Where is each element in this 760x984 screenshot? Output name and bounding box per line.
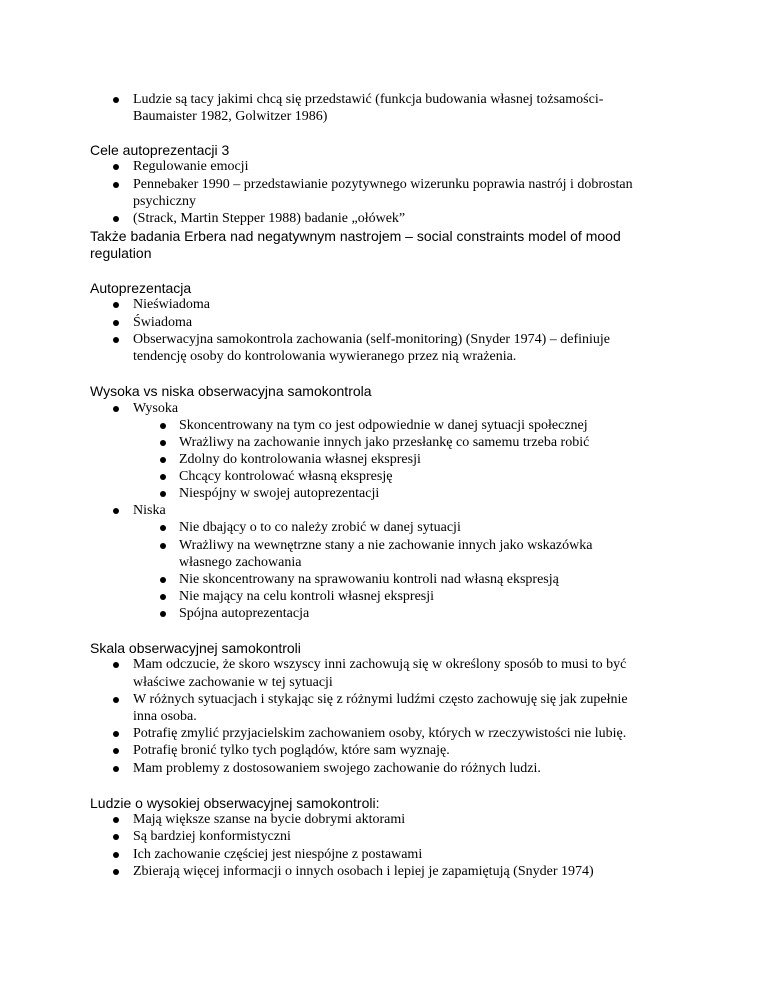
intro-line: Baumaister 1982, Golwitzer 1986)	[133, 109, 328, 124]
list-item-continuation: tendencję osoby do kontrolowania wywieranego przez nią wrażenia.	[133, 349, 517, 364]
bullet-icon	[113, 662, 119, 668]
bullet-icon	[160, 491, 166, 497]
bullet-icon	[113, 216, 119, 222]
group-label: Niska	[133, 503, 166, 518]
list-item: Pennebaker 1990 – przedstawianie pozytywnego wizerunku poprawia nastrój i dobrostan	[133, 177, 633, 192]
bullet-icon	[113, 97, 119, 103]
list-item: Nie skoncentrowany na sprawowaniu kontroli nad własną ekspresją	[179, 572, 559, 587]
list-item: Chcący kontrolować własną ekspresję	[179, 469, 393, 484]
bullet-icon	[113, 697, 119, 703]
section-heading-ludzie: Ludzie o wysokiej obserwacyjnej samokontroli:	[90, 795, 380, 811]
list-item: Zbierają więcej informacji o innych osobach i lepiej je zapamiętują (Snyder 1974)	[133, 864, 594, 879]
list-item: Skoncentrowany na tym co jest odpowiednie w danej sytuacji społecznej	[179, 418, 588, 433]
list-item: Świadoma	[133, 315, 193, 330]
list-item: Mam problemy z dostosowaniem swojego zachowanie do różnych ludzi.	[133, 761, 541, 776]
bullet-icon	[160, 543, 166, 549]
list-item: Mają większe szanse na bycie dobrymi aktorami	[133, 812, 406, 827]
intro-line: Ludzie są tacy jakimi chcą się przedstawić (funkcja budowania własnej tożsamości-	[133, 92, 604, 107]
list-item: Są bardziej konformistyczni	[133, 829, 291, 844]
bullet-icon	[160, 577, 166, 583]
list-item: Spójna autoprezentacja	[179, 606, 310, 621]
bullet-icon	[160, 525, 166, 531]
bullet-icon	[160, 423, 166, 429]
list-item: W różnych sytuacjach i stykając się z różnymi ludźmi często zachowuję się jak zupełnie	[133, 692, 628, 707]
list-item: Potrafię zmylić przyjacielskim zachowaniem osoby, których w rzeczywistości nie lubię.	[133, 726, 627, 741]
list-item: Zdolny do kontrolowania własnej ekspresji	[179, 452, 421, 467]
list-item: Wrażliwy na wewnętrzne stany a nie zachowanie innych jako wskazówka	[179, 538, 593, 553]
list-item: (Strack, Martin Stepper 1988) badanie „ołówek”	[133, 211, 406, 226]
bullet-icon	[113, 320, 119, 326]
bullet-icon	[160, 594, 166, 600]
list-item-continuation: inna osoba.	[133, 709, 197, 724]
list-item: Ich zachowanie częściej jest niespójne z postawami	[133, 847, 423, 862]
group-label: Wysoka	[133, 401, 179, 416]
list-item: Wrażliwy na zachowanie innych jako przesłankę co samemu trzeba robić	[179, 435, 590, 450]
bullet-icon	[113, 748, 119, 754]
bullet-icon	[113, 508, 119, 514]
bullet-icon	[113, 817, 119, 823]
bullet-icon	[113, 406, 119, 412]
list-item-continuation: własnego zachowania	[179, 555, 302, 570]
section-note: regulation	[90, 245, 152, 261]
list-item-continuation: właściwe zachowanie w tej sytuacji	[133, 675, 333, 690]
bullet-icon	[113, 766, 119, 772]
list-item: Nie dbający o to co należy zrobić w danej sytuacji	[179, 520, 461, 535]
bullet-icon	[160, 457, 166, 463]
list-item: Nie mający na celu kontroli własnej ekspresji	[179, 589, 435, 604]
bullet-icon	[113, 834, 119, 840]
bullet-icon	[113, 731, 119, 737]
section-heading-cele: Cele autoprezentacji 3	[90, 142, 230, 158]
bullet-icon	[113, 852, 119, 858]
list-item: Nieświadoma	[133, 297, 210, 312]
bullet-icon	[113, 164, 119, 170]
bullet-icon	[160, 474, 166, 480]
section-heading-wysoka-vs-niska: Wysoka vs niska obserwacyjna samokontrola	[90, 383, 372, 399]
bullet-icon	[113, 869, 119, 875]
list-item: Regulowanie emocji	[133, 159, 249, 174]
bullet-icon	[160, 611, 166, 617]
section-heading-autoprezentacja: Autoprezentacja	[90, 280, 192, 296]
bullet-icon	[113, 337, 119, 343]
bullet-icon	[113, 182, 119, 188]
list-item: Mam odczucie, że skoro wszyscy inni zachowują się w określony sposób to musi to być	[133, 657, 627, 672]
list-item: Niespójny w swojej autoprezentacji	[179, 486, 380, 501]
list-item: Obserwacyjna samokontrola zachowania (self-monitoring) (Snyder 1974) – definiuje	[133, 332, 611, 347]
bullet-icon	[113, 302, 119, 308]
bullet-icon	[160, 440, 166, 446]
list-item: Potrafię bronić tylko tych poglądów, które sam wyznaję.	[133, 743, 450, 758]
list-item-continuation: psychiczny	[133, 194, 196, 209]
section-note: Także badania Erbera nad negatywnym nastrojem – social constraints model of mood	[90, 228, 621, 244]
section-heading-skala: Skala obserwacyjnej samokontroli	[90, 640, 301, 656]
